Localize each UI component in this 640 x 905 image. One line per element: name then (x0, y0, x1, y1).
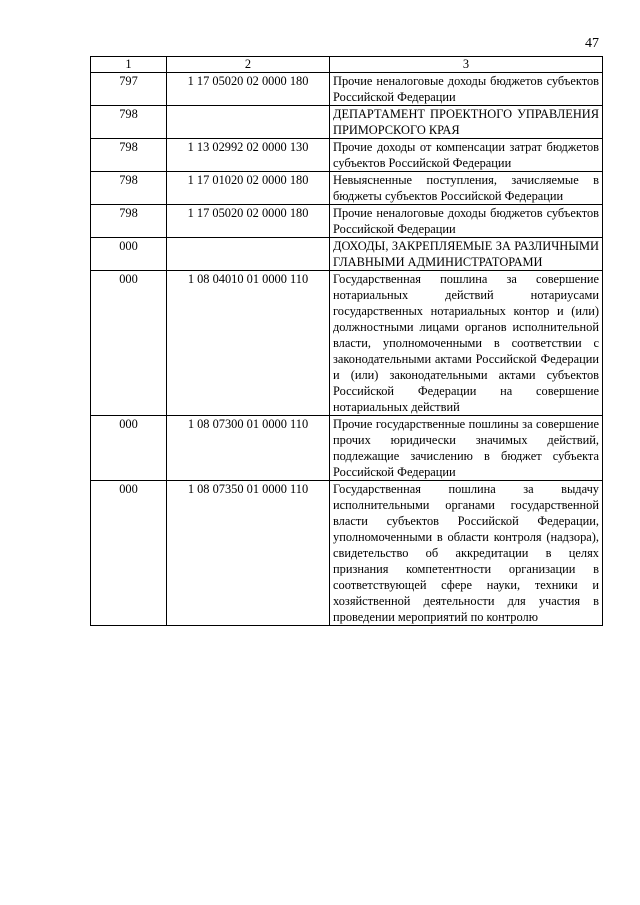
table-row (91, 238, 603, 271)
description-cell: Прочие неналоговые доходы бюджетов субъектов Российской Федерации (330, 205, 603, 238)
description-cell: ДЕПАРТАМЕНТ ПРОЕКТНОГО УПРАВЛЕНИЯ ПРИМОРСКОГО КРАЯ (330, 106, 603, 139)
page-number: 47 (585, 36, 599, 51)
admin-code-cell: 000 (91, 481, 167, 626)
budget-code-cell: 1 17 05020 02 0000 180 (167, 205, 330, 238)
admin-code-cell: 797 (91, 73, 167, 106)
budget-code-cell: 1 08 04010 01 0000 110 (167, 271, 330, 416)
table-header-row (91, 57, 603, 73)
admin-code-cell: 000 (91, 238, 167, 271)
description-cell: Прочие государственные пошлины за совершение прочих юридически значимых действий, подлежащие зачислению в бюджет субъекта Российской Федерации (330, 416, 603, 481)
admin-code-cell: 798 (91, 172, 167, 205)
budget-code-cell: 1 08 07350 01 0000 110 (167, 481, 330, 626)
description-cell: Государственная пошлина за выдачу исполнительными органами государственной власти субъектов Российской Федерации, уполномоченными в области контроля (надзора), свидетельство об аккредитации в целях признания компетентности организации в соответствующей сфере науки, техники и хозяйственной деятельности для участия в проведении мероприятий по контролю (330, 481, 603, 626)
description-cell: Государственная пошлина за совершение нотариальных действий нотариусами государственных нотариальных контор и (или) должностными лицами органов исполнительной власти, уполномоченными в соответствии с законодательными актами Российской Федерации и (или) законодательными актами субъектов Российской Федерации на совершение нотариальных действий (330, 271, 603, 416)
table-row (91, 172, 603, 205)
budget-code-cell: 1 17 05020 02 0000 180 (167, 73, 330, 106)
table-row (91, 416, 603, 481)
description-cell: Невыясненные поступления, зачисляемые в бюджеты субъектов Российской Федерации (330, 172, 603, 205)
budget-code-cell: 1 17 01020 02 0000 180 (167, 172, 330, 205)
budget-code-cell (167, 238, 330, 271)
description-cell: Прочие неналоговые доходы бюджетов субъектов Российской Федерации (330, 73, 603, 106)
table-row (91, 73, 603, 106)
budget-code-cell: 1 08 07300 01 0000 110 (167, 416, 330, 481)
table-row (91, 205, 603, 238)
column-header-code: 2 (167, 57, 330, 73)
admin-code-cell: 000 (91, 271, 167, 416)
table-row (91, 106, 603, 139)
table-row (91, 481, 603, 626)
revenue-table (90, 56, 603, 626)
description-cell: Прочие доходы от компенсации затрат бюджетов субъектов Российской Федерации (330, 139, 603, 172)
admin-code-cell: 000 (91, 416, 167, 481)
table-row (91, 271, 603, 416)
admin-code-cell: 798 (91, 205, 167, 238)
admin-code-cell: 798 (91, 139, 167, 172)
column-header-admin: 1 (91, 57, 167, 73)
budget-code-cell: 1 13 02992 02 0000 130 (167, 139, 330, 172)
column-header-description: 3 (330, 57, 603, 73)
budget-code-cell (167, 106, 330, 139)
table-row (91, 139, 603, 172)
description-cell: ДОХОДЫ, ЗАКРЕПЛЯЕМЫЕ ЗА РАЗЛИЧНЫМИ ГЛАВНЫМИ АДМИНИСТРАТОРАМИ (330, 238, 603, 271)
admin-code-cell: 798 (91, 106, 167, 139)
